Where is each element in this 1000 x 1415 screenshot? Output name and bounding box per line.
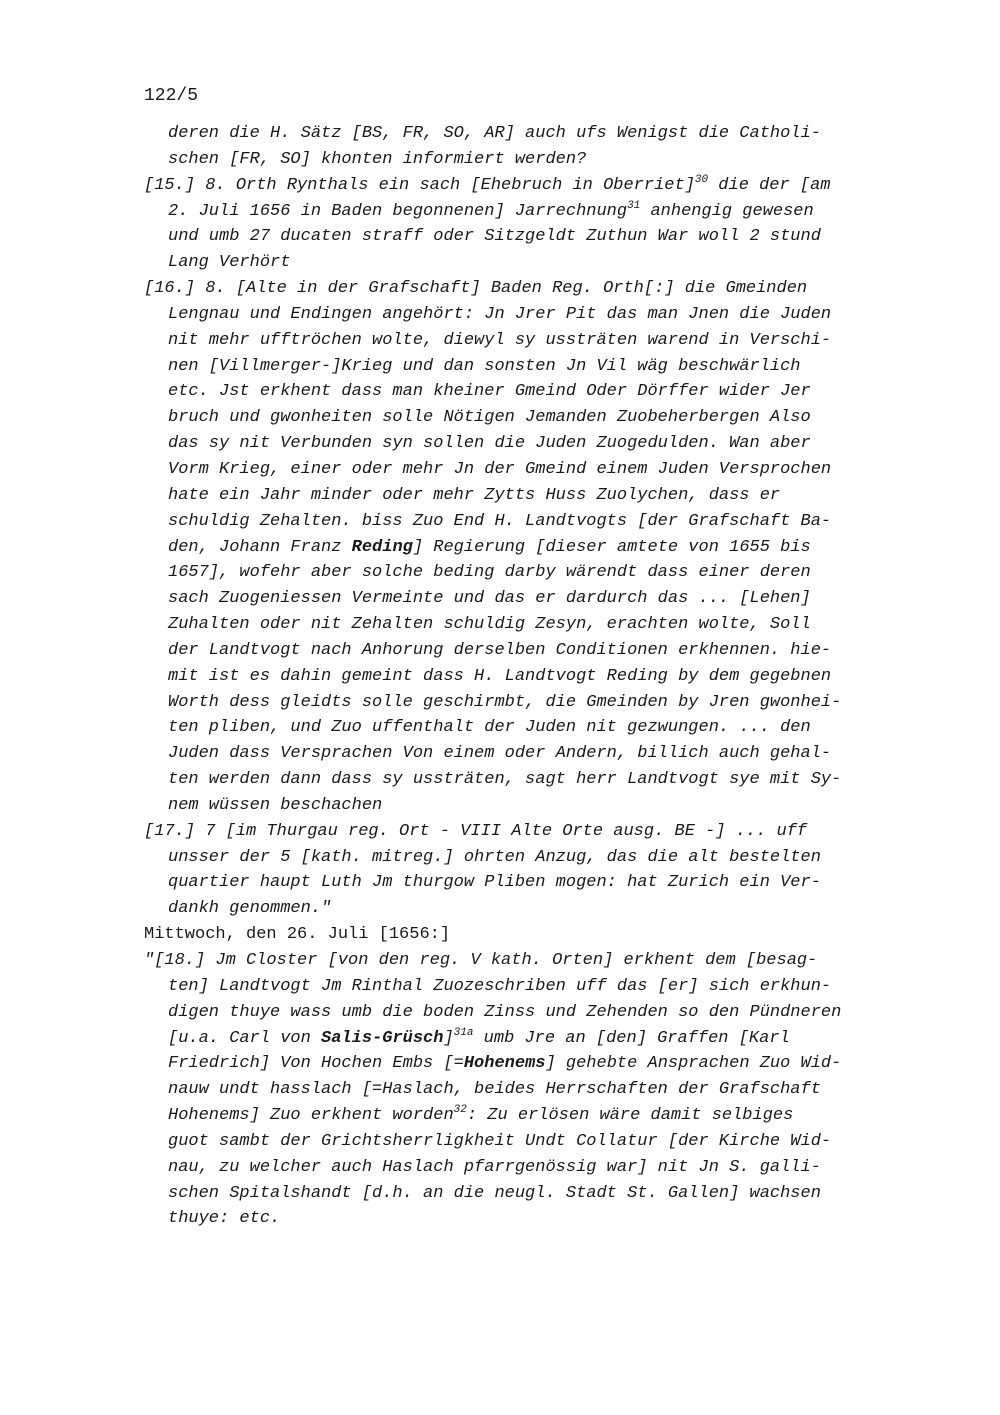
text-segment: nem wüssen beschachen bbox=[168, 795, 383, 815]
text-segment: [15.] 8. Orth Rynthals ein sach [Ehebruch in Oberriet] bbox=[144, 175, 695, 195]
bold-name: Reding bbox=[351, 537, 413, 557]
text-segment: Lang Verhört bbox=[168, 253, 291, 273]
text-segment: schuldig Zehalten. biss Zuo End H. Landtvogts [der Grafschaft Ba- bbox=[168, 511, 832, 531]
text-segment: [17.] 7 [im Thurgau reg. Ort - VIII Alte Orte ausg. BE -] ... uff bbox=[144, 821, 808, 841]
text-line bbox=[144, 405, 914, 431]
text-line bbox=[144, 586, 914, 612]
text-segment: Worth dess gleidts solle geschirmbt, die Gmeinden by Jren gwonhei- bbox=[168, 692, 842, 712]
text-line bbox=[144, 1181, 914, 1207]
text-line bbox=[144, 1155, 914, 1181]
text-segment: bruch und gwonheiten solle Nötigen Jemanden Zuobeherbergen Also bbox=[168, 408, 811, 428]
text-segment: ] gehebte Ansprachen Zuo Wid- bbox=[545, 1054, 842, 1074]
text-line bbox=[144, 354, 914, 380]
footnote-ref: 31a bbox=[453, 1026, 474, 1039]
text-segment: der Landtvogt nach Anhorung derselben Conditionen erkhennen. hie- bbox=[168, 640, 832, 660]
text-line bbox=[144, 896, 914, 922]
text-line bbox=[144, 1026, 914, 1052]
text-segment: nit mehr ufftröchen wolte, diewyl sy ussträten warend in Verschi- bbox=[168, 330, 832, 350]
text-segment: : Zu erlösen wäre damit selbiges bbox=[466, 1106, 794, 1126]
text-line bbox=[144, 819, 914, 845]
text-line bbox=[144, 845, 914, 871]
text-line bbox=[144, 793, 914, 819]
text-segment: thuye: etc. bbox=[168, 1209, 281, 1229]
text-line bbox=[144, 457, 914, 483]
footnote-ref: 31 bbox=[627, 199, 641, 212]
text-segment: und umb 27 ducaten straff oder Sitzgeldt Zuthun War woll 2 stund bbox=[168, 227, 821, 247]
text-segment: umb Jre an [den] Graffen [Karl bbox=[473, 1028, 790, 1048]
text-segment: ] Regierung [dieser amtete von 1655 bis bbox=[412, 537, 811, 557]
text-line bbox=[144, 328, 914, 354]
text-segment: guot sambt der Grichtsherrligkheit Undt Collatur [der Kirche Wid- bbox=[168, 1131, 832, 1151]
text-segment: dankh genommen." bbox=[168, 899, 332, 919]
text-segment: [u.a. Carl von bbox=[168, 1028, 322, 1048]
text-segment: sach Zuogeniessen Vermeinte und das er dardurch das ... [Lehen] bbox=[168, 589, 811, 609]
text-segment: nen [Villmerger-]Krieg und dan sonsten Jn Vil wäg beschwärlich bbox=[168, 356, 801, 376]
text-line bbox=[144, 483, 914, 509]
text-segment: Juden dass Versprachen Von einem oder Andern, billich auch gehal- bbox=[168, 744, 832, 764]
text-line bbox=[144, 509, 914, 535]
text-segment: ] bbox=[443, 1028, 454, 1048]
text-segment: ten pliben, und Zuo uffenthalt der Juden nit gezwungen. ... den bbox=[168, 718, 811, 738]
text-line bbox=[144, 1051, 914, 1077]
text-segment: [16.] 8. [Alte in der Grafschaft] Baden Reg. Orth[:] die Gmeinden bbox=[144, 279, 808, 299]
text-line bbox=[144, 690, 914, 716]
text-line bbox=[144, 276, 914, 302]
document-body bbox=[144, 121, 914, 1232]
text-line bbox=[144, 560, 914, 586]
page-number: 122/5 bbox=[144, 86, 199, 106]
text-line bbox=[144, 431, 914, 457]
text-line bbox=[144, 741, 914, 767]
text-segment: digen thuye wass umb die boden Zinss und Zehenden so den Pündneren bbox=[168, 1002, 842, 1022]
text-segment: Friedrich] Von Hochen Embs [= bbox=[168, 1054, 464, 1074]
text-segment: hate ein Jahr minder oder mehr Zytts Huss Zuolychen, dass er bbox=[168, 485, 781, 505]
footnote-ref: 30 bbox=[694, 173, 709, 186]
text-segment: ten werden dann dass sy ussträten, sagt herr Landtvogt sye mit Sy- bbox=[168, 770, 842, 790]
text-line bbox=[144, 974, 914, 1000]
text-segment: nau, zu welcher auch Haslach pfarrgenössig war] nit Jn S. galli- bbox=[168, 1157, 821, 1177]
text-line bbox=[144, 1000, 914, 1026]
text-segment: nauw undt hasslach [=Haslach, beides Herrschaften der Grafschaft bbox=[168, 1080, 821, 1100]
text-line bbox=[144, 715, 914, 741]
text-line bbox=[144, 173, 914, 199]
text-segment: Hohenems] Zuo erkhent worden bbox=[168, 1106, 454, 1126]
text-segment: schen [FR, SO] khonten informiert werden? bbox=[168, 149, 587, 169]
text-segment: unsser der 5 [kath. mitreg.] ohrten Anzug, das die alt bestelten bbox=[168, 847, 821, 867]
bold-name: Salis-Grüsch bbox=[321, 1028, 444, 1048]
text-segment: quartier haupt Luth Jm thurgow Pliben mogen: hat Zurich ein Ver- bbox=[168, 873, 821, 893]
text-line bbox=[144, 948, 914, 974]
text-line bbox=[144, 612, 914, 638]
text-segment: Zuhalten oder nit Zehalten schuldig Zesyn, erachten wolte, Soll bbox=[168, 615, 811, 635]
text-segment: mit ist es dahin gemeint dass H. Landtvogt Reding by dem gegebnen bbox=[168, 666, 832, 686]
text-segment: Mittwoch, den 26. Juli [1656:] bbox=[144, 925, 451, 945]
text-line bbox=[144, 535, 914, 561]
text-line bbox=[144, 302, 914, 328]
text-segment: die der [am bbox=[708, 175, 831, 195]
text-line bbox=[144, 147, 914, 173]
text-segment: 2. Juli 1656 in Baden begonnenen] Jarrechnung bbox=[168, 201, 628, 221]
text-segment: Vorm Krieg, einer oder mehr Jn der Gmeind einem Juden Versprochen bbox=[168, 459, 832, 479]
text-segment: "[18.] Jm Closter [von den reg. V kath. Orten] erkhent dem [besag- bbox=[144, 951, 818, 970]
text-segment: den, Johann Franz bbox=[168, 537, 352, 557]
text-line bbox=[144, 224, 914, 250]
text-line bbox=[144, 638, 914, 664]
footnote-ref: 32 bbox=[453, 1104, 467, 1117]
text-segment: Lengnau und Endingen angehört: Jn Jrer Pit das man Jnen die Juden bbox=[168, 304, 832, 324]
text-line bbox=[144, 1077, 914, 1103]
text-line bbox=[144, 199, 914, 225]
text-segment: deren die H. Sätz [BS, FR, SO, AR] auch ufs Wenigst die Catholi- bbox=[168, 124, 821, 143]
text-segment: etc. Jst erkhent dass man kheiner Gmeind Oder Dörffer wider Jer bbox=[168, 382, 811, 402]
text-segment: das sy nit Verbunden syn sollen die Juden Zuogedulden. Wan aber bbox=[168, 434, 811, 454]
text-line bbox=[144, 1206, 914, 1232]
text-line bbox=[144, 379, 914, 405]
text-line bbox=[144, 1103, 914, 1129]
text-segment: schen Spitalshandt [d.h. an die neugl. Stadt St. Gallen] wachsen bbox=[168, 1183, 821, 1203]
text-line bbox=[144, 1129, 914, 1155]
text-segment: 1657], wofehr aber solche beding darby wärendt dass einer deren bbox=[168, 563, 811, 583]
text-line bbox=[144, 664, 914, 690]
text-segment: ten] Landtvogt Jm Rinthal Zuozeschriben uff das [er] sich erkhun- bbox=[168, 976, 832, 996]
text-line bbox=[144, 121, 914, 147]
text-line bbox=[144, 922, 914, 948]
text-line bbox=[144, 250, 914, 276]
text-segment: anhengig gewesen bbox=[640, 201, 814, 221]
text-line bbox=[144, 870, 914, 896]
text-line bbox=[144, 767, 914, 793]
bold-name: Hohenems bbox=[463, 1054, 546, 1074]
